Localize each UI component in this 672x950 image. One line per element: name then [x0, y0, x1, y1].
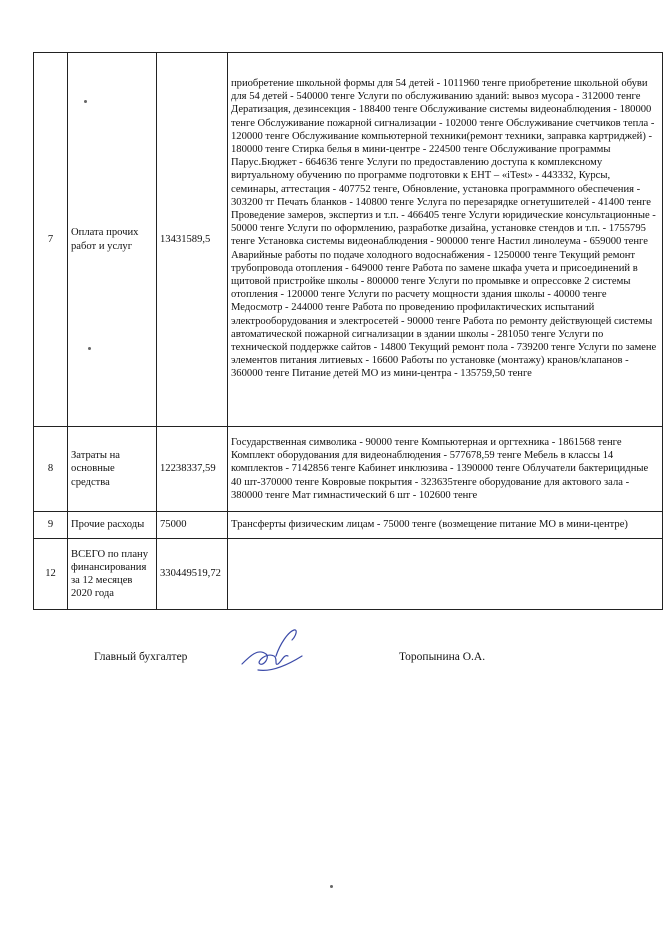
scan-mark [84, 100, 87, 103]
expense-amount: 12238337,59 [157, 427, 228, 512]
expense-description-cell [228, 53, 663, 427]
row-number: 7 [34, 53, 68, 427]
expense-category: Оплата прочих работ и услуг [68, 53, 157, 427]
row-number: 8 [34, 427, 68, 512]
table-row [34, 512, 663, 539]
expense-description-cell [228, 427, 663, 512]
scan-mark [88, 347, 91, 350]
expense-description-cell [228, 512, 663, 539]
table-row [34, 427, 663, 512]
expense-description: Государственная символика - 90000 тенге Компьютерная и оргтехника - 1861568 тенге Комплект оборудования для видеонаблюдения - 577678,59 тенге Мебель в классы 14 комплектов - 7142856 тенге Кабинет инклюзива - 1390000 тенге Облучатели бактерицидные 40 шт-370000 тенге Ковровые покрытия - 323635тенге оборудование для актового зала - 380000 тенге Мат гимнастический 6 шт - 102600 тенге [231, 436, 649, 501]
row-number: 12 [34, 539, 68, 610]
handwritten-signature [236, 626, 308, 678]
expense-description: Трансферты физическим лицам - 75000 тенге (возмещение питание МО в мини-центре) [231, 519, 628, 531]
row-number: 9 [34, 512, 68, 539]
signer-name: Торопынина О.А. [399, 651, 486, 663]
financing-table [33, 52, 663, 610]
expense-description-cell [228, 539, 663, 610]
expense-description: приобретение школьной формы для 54 детей - 1011960 тенге приобретение школьной обуви для 54 детей - 540000 тенге Услуги по обслуживанию зданий: вывоз мусора - 312000 тенге Дератизация, дезинсекция - 188400 тенге Обслуживание системы видеонаблюдения - 180000 тенге Обслуживание пожарной сигнализации - 102000 тенге Обслуживание счетчиков тепла - 120000 тенге Обслуживание компьютерной техники(ремонт техники, заправка картриджей) - 180000 тенге Стирка белья в мини-центре - 224500 тенге Обслуживание программы Парус.Бюджет - 664636 тенге Услуги по предоставлению доступа к комплексному виртуальному обучению по программе подготовки к ЕНТ – «iTest» - 443332, Курсы, семинары, аттестация - 407752 тенге, Обновление, установка программного обеспечения - 303200 тг Печать бланков - 140800 тенге Услуга по перезарядке огнетушителей - 41400 тенге Проведение замеров, экспертиз и т.п. - 466405 тенге Услуги юридические консультационные - 50000 тенге Услуги по оформлению, разработке дизайна, установке стендов и т.п. - 1755795 тенге Установка системы видеонаблюдения - 900000 тенге Настил линолеума - 659000 тенге Аварийные работы по подаче холодного водоснабжения - 1250000 тенге Текущий ремонт трубопровода отопления - 649000 тенге Работа по замене шкафа учета и присоединений в щитовой пристройке школы - 800000 тенге Услуги по промывке и опрессовке 2 системы отопления - 120000 тенге Услуги по расчету мощности здания школы - 40000 тенге Медосмотр - 244000 тенге Работа по проведению профилактических испытаний электрооборудования и электросетей - 90000 тенге Работа по ремонту действующей системы автоматической пожарной сигнализации в здании школы - 281050 тенге Услуги по технической поддержке сайтов - 14800 Текущий ремонт пола - 739200 тенге Услуги по замене элементов питания литиевых - 16600 Работы по установке (монтажу) кранов/клапанов - 360000 тенге Питание детей МО из мини-центра - 135759,50 тенге [231, 78, 657, 380]
table-row [34, 539, 663, 610]
position-title: Главный бухгалтер [94, 651, 188, 663]
table-row [34, 53, 663, 427]
expense-category: Прочие расходы [68, 512, 157, 539]
expense-amount: 330449519,72 [157, 539, 228, 610]
expense-category: ВСЕГО по плану финансирования за 12 месяцев 2020 года [68, 539, 157, 610]
expense-category: Затраты на основные средства [68, 427, 157, 512]
expense-amount: 75000 [157, 512, 228, 539]
scan-mark [330, 885, 333, 888]
expense-amount: 13431589,5 [157, 53, 228, 427]
